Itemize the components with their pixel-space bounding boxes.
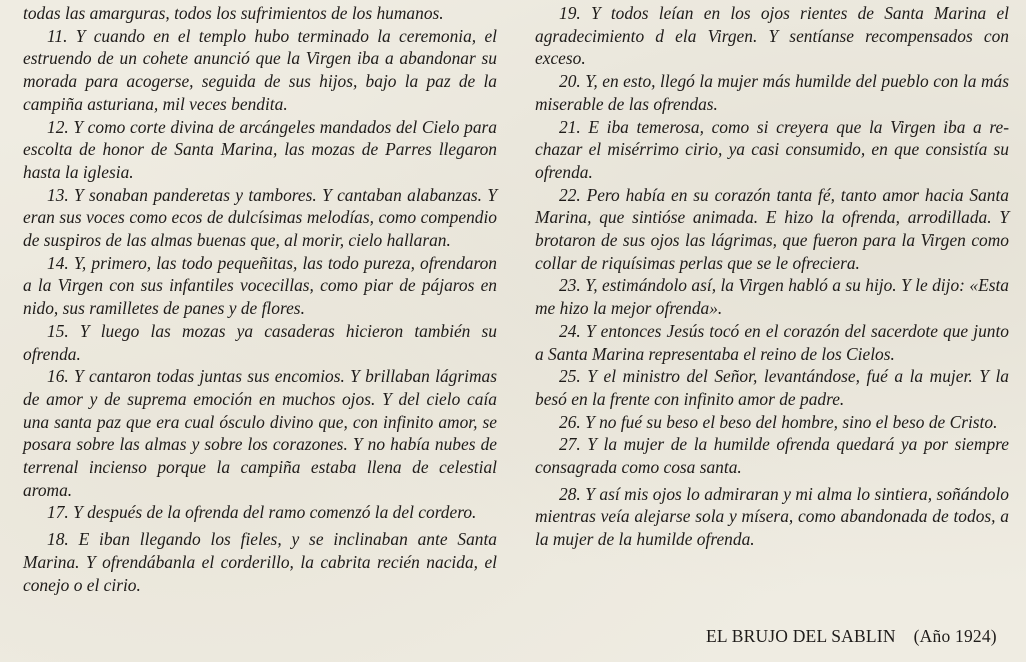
author-signature: [706, 626, 997, 647]
right-column: [535, 2, 1009, 551]
paragraph-26: 26. Y no fué su beso el beso del hombre, sino el beso de Cristo.: [559, 411, 998, 432]
paragraph-21: 21. E iba temerosa, como si creyera que la Virgen iba a rechazar el misérrimo cirio, ya casi consumido, en que consistía su ofrenda.: [535, 116, 1009, 182]
paragraph-19: 19. Y todos leían en los ojos rientes de Santa Marina el agradecimiento d ela Virgen. Y sentíanse recompensados con exceso.: [535, 3, 1009, 69]
paragraph-16: 16. Y cantaron todas juntas sus encomios. Y brillaban lágrimas de amor y de suprema emoción en muchos ojos. Y del cielo caía una santa paz que era cual ósculo divino que, con infinito amor, se posara sobre las almas y sobre los corazones. Y no había nubes de terrenal incienso porque la campiña estaba llena de celestial aroma.: [23, 366, 497, 500]
paragraph-continuation: todas las amarguras, todos los sufrimientos de los humanos.: [23, 3, 444, 23]
left-column: [23, 2, 497, 596]
paragraph-15: 15. Y luego las mozas ya casaderas hicieron también su ofrenda.: [23, 320, 497, 364]
author-name: EL BRUJO DEL SABLIN: [706, 626, 896, 646]
publication-year: (Año 1924): [913, 626, 997, 646]
paragraph-20: 20. Y, en esto, llegó la mujer más humilde del pueblo con la más miserable de las ofrendas.: [535, 71, 1009, 114]
paragraph-12: 12. Y como corte divina de arcángeles mandados del Cielo para escolta de honor de Santa Marina, las mozas de Parres llegaron hasta la iglesia.: [23, 116, 497, 182]
paragraph-28: 28. Y así mis ojos lo admiraran y mi alma lo sintiera, soñándolo mientras veía alejarse sola y mísera, como abandonada de todos, a la mujer de la humilde ofrenda.: [535, 483, 1009, 550]
paragraph-11: 11. Y cuando en el templo hubo terminado la ceremonia, el estruendo de un cohete anunció que la Virgen iba a abandonar su morada para acogerse, seguida de sus hijos, bajo la paz de la campiña asturiana, mil veces bendita.: [23, 25, 497, 114]
paragraph-24: 24. Y entonces Jesús tocó en el corazón del sacerdote que junto a Santa Marina representaba el reino de los Cielos.: [535, 320, 1009, 364]
paragraph-27: 27. Y la mujer de la humilde ofrenda quedará ya por siempre consagrada como cosa santa.: [535, 434, 1009, 478]
paragraph-14: 14. Y, primero, las todo pequeñitas, las todo pureza, ofrendaron a la Virgen con sus infantiles vocecillas, como piar de pájaros en nido, sus ramilletes de panes y de flores.: [23, 252, 497, 319]
paragraph-13: 13. Y sonaban panderetas y tambores. Y cantaban alabanzas. Y eran sus voces como ecos de dulcísimas melodías, como compendio de suspiros de las almas buenas que, al morir, cielo hallaran.: [23, 184, 497, 251]
paragraph-17: 17. Y después de la ofrenda del ramo comenzó la del cordero.: [47, 502, 477, 523]
paragraph-18: 18. E iban llegando los fieles, y se inclinaban ante Santa Marina. Y ofrendábanla el corderillo, la cabrita recién nacida, el conejo o el cirio.: [23, 529, 497, 595]
paragraph-25: 25. Y el ministro del Señor, levantándose, fué a la mujer. Y la besó en la frente con infinito amor de padre.: [535, 366, 1009, 409]
paragraph-22: 22. Pero había en su corazón tanta fé, tanto amor hacia Santa Marina, que sintióse animada. E hizo la ofrenda, arrodillada. Y brotaron de sus ojos las lágrimas, que fueron para la Virgen como collar de riquísimas perlas que se le ofreciera.: [535, 184, 1009, 273]
paragraph-23: 23. Y, estimándolo así, la Virgen habló a su hijo. Y le dijo: «Esta me hizo la mejor ofrenda».: [535, 275, 1009, 319]
